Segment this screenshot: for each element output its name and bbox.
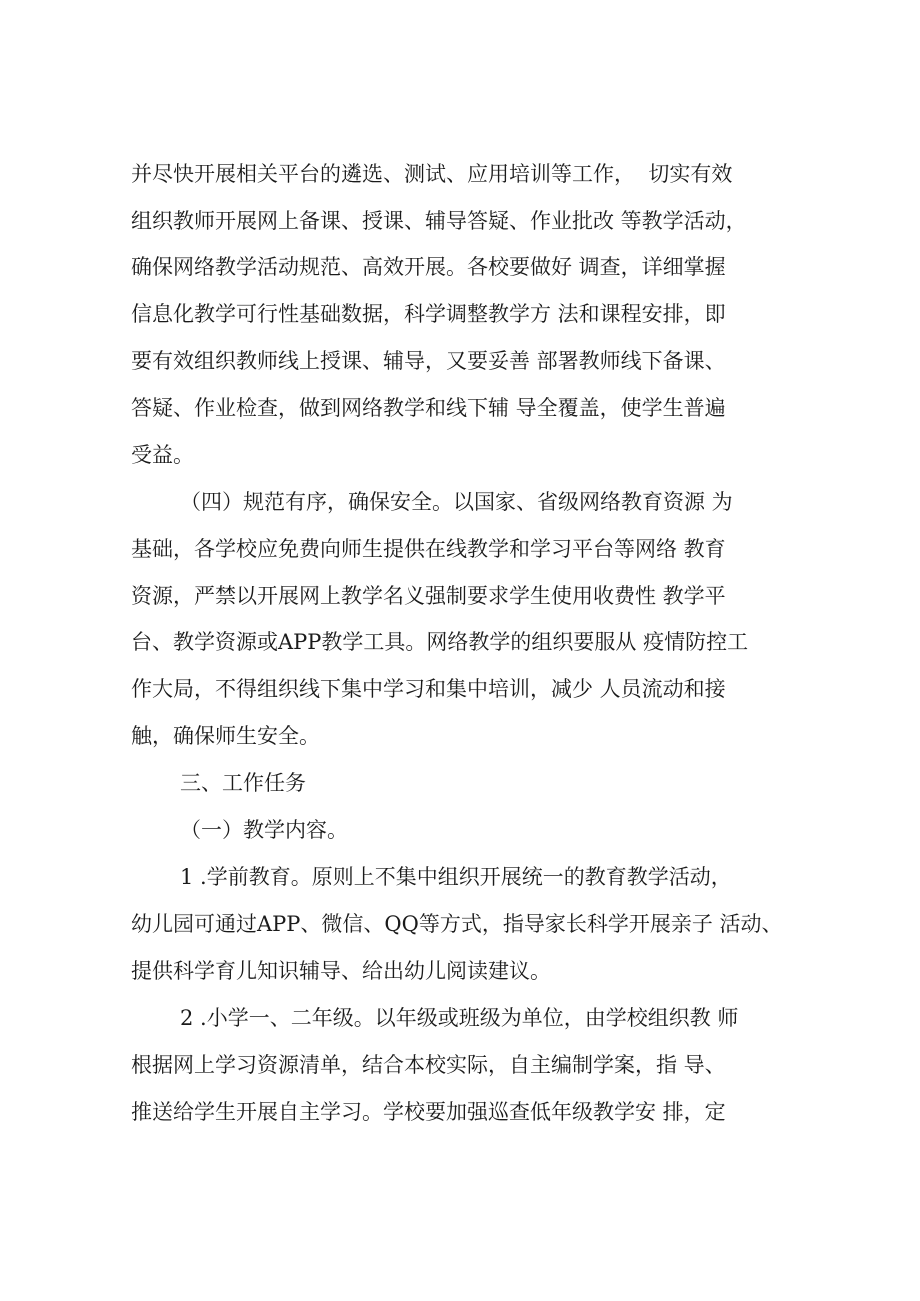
text-line-21: 推送给学生开展自主学习。学校要加强巡查低年级教学安 排，定 bbox=[131, 1100, 726, 1124]
text-line-1: 并尽快开展相关平台的遴选、测试、应用培训等工作， 切实有效 bbox=[131, 162, 733, 186]
text-line-10: 资源，严禁以开展网上教学名义强制要求学生使用收费性 教学平 bbox=[131, 584, 726, 608]
text-line-11: 台、教学资源或APP教学工具。网络教学的组织要服从 疫情防控工 bbox=[131, 630, 749, 654]
text-line-5: 要有效组织教师线上授课、辅导，又要妥善 部署教师线下备课、 bbox=[131, 349, 726, 373]
text-line-3: 确保网络教学活动规范、高效开展。各校要做好 调查，详细掌握 bbox=[131, 255, 726, 279]
section-heading-3: 三、工作任务 bbox=[180, 771, 306, 795]
text-line-7: 受益。 bbox=[131, 443, 194, 467]
text-line-2: 组织教师开展网上备课、授课、辅导答疑、作业批改 等教学活动， bbox=[131, 209, 747, 233]
item-heading-2: 2 .小学一、二年级。以年级或班级为单位，由学校组织教 师 bbox=[180, 1006, 739, 1030]
text-line-13: 触，确保师生安全。 bbox=[131, 724, 320, 748]
text-line-4: 信息化教学可行性基础数据，科学调整教学方 法和课程安排，即 bbox=[131, 302, 726, 326]
text-line-12: 作大局，不得组织线下集中学习和集中培训，减少 人员流动和接 bbox=[131, 677, 726, 701]
text-line-6: 答疑、作业检查，做到网络教学和线下辅 导全覆盖，使学生普遍 bbox=[131, 396, 726, 420]
text-line-18: 提供科学育儿知识辅导、给出幼儿阅读建议。 bbox=[131, 959, 551, 983]
item-heading-1: 1 .学前教育。原则上不集中组织开展统一的教育教学活动， bbox=[180, 865, 732, 889]
subsection-heading-1: （一）教学内容。 bbox=[180, 818, 348, 842]
text-line-17: 幼儿园可通过APP、微信、QQ等方式，指导家长科学开展亲子 活动、 bbox=[131, 912, 783, 936]
section-heading-4: （四）规范有序，确保安全。以国家、省级网络教育资源 为 bbox=[180, 490, 733, 514]
text-line-20: 根据网上学习资源清单，结合本校实际，自主编制学案，指 导、 bbox=[131, 1053, 726, 1077]
text-line-9: 基础，各学校应免费向师生提供在线教学和学习平台等网络 教育 bbox=[131, 537, 726, 561]
